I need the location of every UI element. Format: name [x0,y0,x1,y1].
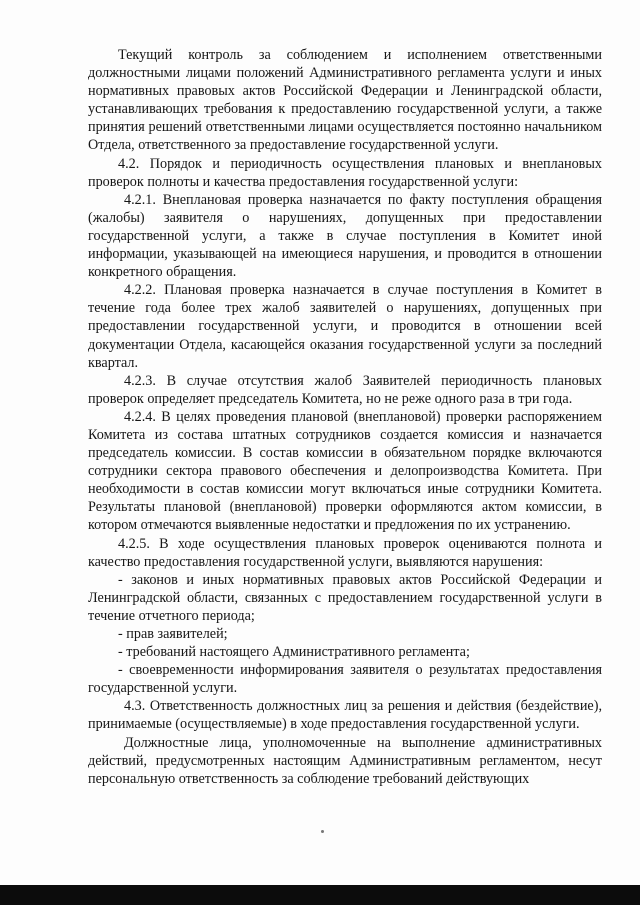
paragraph-officials: Должностные лица, уполномоченные на выполнение административных действий, предусмотренных настоящим Административным регламентом, несут персональную ответственность за соблюдение требований действующих [88,734,602,787]
list-item-requirements: - требований настоящего Административного регламента; [118,644,470,661]
list-item-laws: - законов и иных нормативных правовых актов Российской Федерации и Ленинградской области, связанных с предоставлением государственной услуги в течение отчетного периода; [88,571,602,624]
document-body [88,46,602,788]
scan-speck [321,830,324,833]
paragraph-4-2-1: 4.2.1. Внеплановая проверка назначается по факту поступления обращения (жалобы) заявителя о нарушениях, допущенных при предоставлении государственной услуги, а также в случае поступления в Комитет иной информации, указывающей на имеющиеся нарушения, и проводится в отношении конкретного обращения. [88,191,602,281]
paragraph-4-2-3: 4.2.3. В случае отсутствия жалоб Заявителей периодичность плановых проверок определяет председатель Комитета, но не реже одного раза в три года. [88,372,602,407]
paragraph-current-control: Текущий контроль за соблюдением и исполнением ответственными должностными лицами положений Административного регламента услуги и иных нормативных правовых актов Российской Федерации и Ленинградской области, устанавливающих требования к предоставлению государственной услуги, а также принятия решений ответственными лицами осуществляется постоянно начальником Отдела, ответственного за предоставление государственной услуги. [88,47,602,154]
paragraph-4-2-5: 4.2.5. В ходе осуществления плановых проверок оцениваются полнота и качество предоставления государственной услуги, выявляются нарушения: [88,535,602,570]
scan-bottom-edge [0,885,640,905]
list-item-timeliness: - своевременности информирования заявителя о результатах предоставления государственной услуги. [88,662,602,697]
paragraph-4-3: 4.3. Ответственность должностных лиц за решения и действия (бездействие), принимаемые (осуществляемые) в ходе предоставления государственной услуги. [88,698,602,733]
paragraph-4-2-2: 4.2.2. Плановая проверка назначается в случае поступления в Комитет в течение года более трех жалоб заявителей о нарушениях, допущенных при предоставлении государственной услуги, и проводится в отношении всей документации Отдела, касающейся оказания государственной услуги за последний квартал. [88,282,602,371]
paragraph-4-2: 4.2. Порядок и периодичность осуществления плановых и внеплановых проверок полноты и качества предоставления государственной услуги: [88,155,602,190]
list-item-rights: - прав заявителей; [118,626,228,642]
paragraph-4-2-4: 4.2.4. В целях проведения плановой (внеплановой) проверки распоряжением Комитета из состава штатных сотрудников создается комиссия и назначается председатель комиссии. В состав комиссии в обязательном порядке включаются сотрудники сектора правового обеспечения и делопроизводства Комитета. При необходимости в состав комиссии могут включаться иные сотрудники Комитета. Результаты плановой (внеплановой) проверки оформляются актом комиссии, в котором отмечаются выявленные недостатки и предложения по их устранению. [88,408,602,534]
